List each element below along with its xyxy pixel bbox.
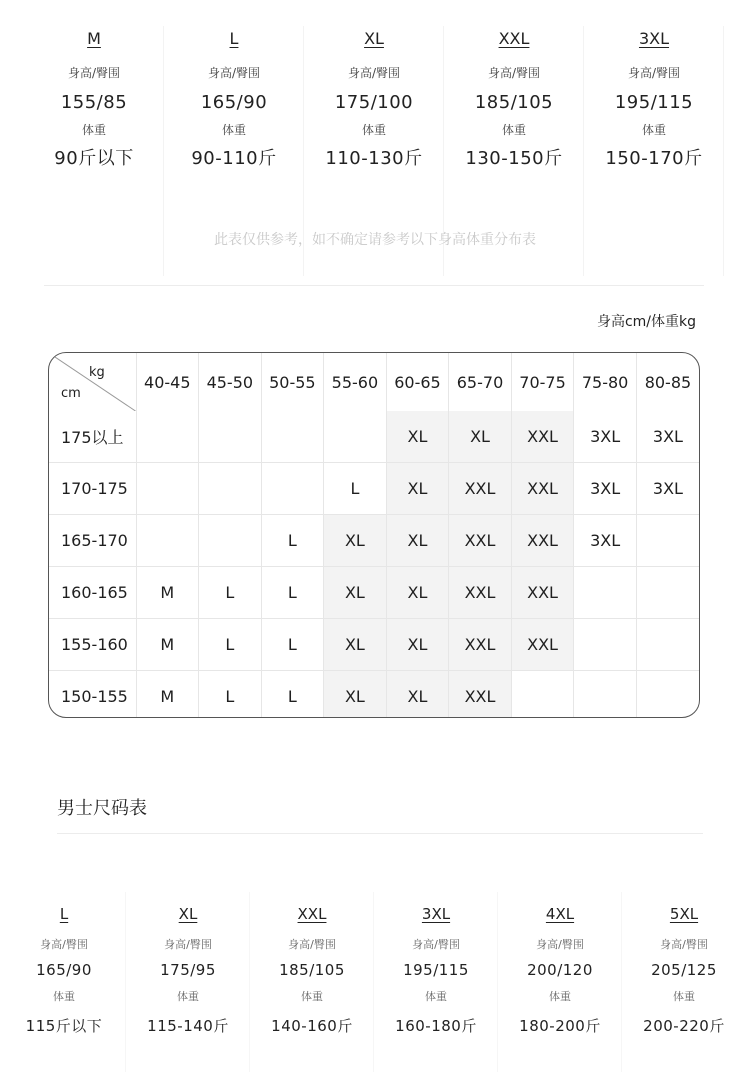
size-cell: XXL	[449, 463, 512, 515]
height-hip-label: 身高/臀围	[412, 938, 460, 951]
size-cell: XL	[386, 463, 449, 515]
height-hip-label: 身高/臀围	[40, 938, 88, 951]
size-cell: L	[199, 619, 262, 671]
size-name: XL	[178, 905, 198, 923]
height-hip-value: 165/90	[36, 961, 92, 979]
weight-label: 体重	[221, 123, 246, 137]
men-size-row	[0, 902, 750, 1038]
size-column	[2, 902, 126, 1038]
size-cell: M	[136, 671, 199, 719]
weight-range-header: 65-70	[449, 353, 512, 411]
size-cell: XL	[386, 619, 449, 671]
height-hip-value: 205/125	[651, 961, 717, 979]
size-name: 3XL	[421, 905, 451, 923]
size-cell	[324, 411, 387, 463]
size-cell: XL	[324, 619, 387, 671]
weight-value: 110-130斤	[325, 148, 423, 169]
height-hip-value: 155/85	[60, 92, 128, 113]
height-range-header: 160-165	[49, 567, 136, 619]
size-column	[164, 26, 304, 172]
size-name: M	[87, 29, 101, 48]
weight-range-header: 40-45	[136, 353, 199, 411]
height-range-header: 155-160	[49, 619, 136, 671]
weight-value: 115斤以下	[25, 1017, 103, 1035]
height-hip-label: 身高/臀围	[67, 66, 121, 80]
size-cell: XXL	[449, 567, 512, 619]
size-cell: XXL	[511, 463, 574, 515]
size-cell	[574, 671, 637, 719]
weight-range-header: 75-80	[574, 353, 637, 411]
size-column	[444, 26, 584, 172]
weight-label: 体重	[361, 123, 386, 137]
height-hip-label: 身高/臀围	[347, 66, 401, 80]
size-column	[374, 902, 498, 1038]
size-cell: XL	[324, 515, 387, 567]
table-row	[49, 515, 699, 567]
table-corner-cell	[49, 353, 136, 411]
weight-range-header: 55-60	[324, 353, 387, 411]
weight-label: 体重	[177, 990, 199, 1003]
size-cell	[261, 411, 324, 463]
divider	[44, 285, 704, 286]
size-distribution-table	[48, 352, 700, 718]
weight-label: 体重	[641, 123, 666, 137]
size-cell	[136, 463, 199, 515]
weight-range-header: 80-85	[644, 372, 692, 392]
size-cell: 3XL	[636, 411, 699, 463]
size-column	[498, 902, 622, 1038]
table-row	[49, 411, 699, 463]
weight-value: 90斤以下	[54, 148, 134, 169]
size-cell: XL	[386, 515, 449, 567]
divider	[57, 833, 703, 834]
weight-label: 体重	[425, 990, 447, 1003]
size-cell: XXL	[511, 567, 574, 619]
height-range-header: 170-175	[49, 463, 136, 515]
size-cell: L	[261, 515, 324, 567]
size-cell: 3XL	[574, 411, 637, 463]
weight-value: 180-200斤	[519, 1017, 601, 1035]
size-cell: XL	[324, 671, 387, 719]
reference-note: 此表仅供参考，如不确定请参考以下身高体重分布表	[214, 232, 536, 248]
size-cell	[574, 567, 637, 619]
height-hip-label: 身高/臀围	[487, 66, 541, 80]
size-column	[622, 902, 746, 1038]
height-range-header: 175以上	[49, 411, 136, 463]
size-name: XXL	[297, 905, 327, 923]
height-hip-value: 185/105	[279, 961, 345, 979]
size-cell	[636, 567, 699, 619]
size-cell: XXL	[449, 619, 512, 671]
height-hip-value: 195/115	[614, 92, 694, 113]
size-cell: L	[199, 567, 262, 619]
table-row	[49, 619, 699, 671]
size-cell: XL	[386, 671, 449, 719]
size-column	[584, 26, 724, 172]
weight-value: 90-110斤	[191, 148, 277, 169]
weight-label: 体重	[301, 990, 323, 1003]
weight-label: 体重	[501, 123, 526, 137]
size-name: L	[59, 905, 69, 923]
size-cell	[136, 411, 199, 463]
size-cell: XXL	[449, 515, 512, 567]
weight-range-header: 60-65	[386, 353, 449, 411]
size-name: 3XL	[638, 29, 670, 48]
size-cell: 3XL	[574, 515, 637, 567]
weight-value: 200-220斤	[643, 1017, 725, 1035]
size-cell	[136, 515, 199, 567]
height-hip-label: 身高/臀围	[536, 938, 584, 951]
height-hip-value: 185/105	[474, 92, 554, 113]
weight-range-header: 50-55	[261, 353, 324, 411]
size-cell: L	[261, 671, 324, 719]
height-hip-value: 175/95	[160, 961, 216, 979]
height-hip-label: 身高/臀围	[207, 66, 261, 80]
size-cell: 3XL	[574, 463, 637, 515]
size-cell	[636, 619, 699, 671]
weight-value: 160-180斤	[395, 1017, 477, 1035]
size-column	[126, 902, 250, 1038]
height-range-header: 150-155	[49, 671, 136, 719]
table-header-row	[49, 353, 699, 411]
weight-range-header: 45-50	[199, 353, 262, 411]
height-hip-value: 195/115	[403, 961, 469, 979]
size-cell	[199, 515, 262, 567]
weight-label: 体重	[53, 990, 75, 1003]
height-hip-label: 身高/臀围	[660, 938, 708, 951]
size-cell: XXL	[449, 671, 512, 719]
size-name: 4XL	[545, 905, 575, 923]
unit-label: 身高cm/体重kg	[596, 314, 696, 330]
size-cell	[199, 463, 262, 515]
weight-label: 体重	[81, 123, 106, 137]
size-cell: L	[261, 619, 324, 671]
diagonal-line	[49, 353, 136, 411]
size-cell: L	[324, 463, 387, 515]
size-cell: XXL	[511, 515, 574, 567]
weight-value: 130-150斤	[465, 148, 563, 169]
size-cell: 3XL	[636, 463, 699, 515]
height-hip-label: 身高/臀围	[288, 938, 336, 951]
size-name: XXL	[498, 29, 530, 48]
size-name: L	[229, 29, 239, 48]
size-cell: XXL	[511, 411, 574, 463]
height-hip-value: 165/90	[200, 92, 268, 113]
height-range-header: 165-170	[49, 515, 136, 567]
size-cell	[511, 671, 574, 719]
size-cell: XL	[449, 411, 512, 463]
size-cell	[261, 463, 324, 515]
size-name: XL	[364, 29, 384, 48]
table-row	[49, 463, 699, 515]
size-cell	[636, 671, 699, 719]
size-cell: XXL	[511, 619, 574, 671]
women-size-row	[0, 26, 750, 172]
size-name: 5XL	[669, 905, 699, 923]
weight-value: 150-170斤	[605, 148, 703, 169]
height-hip-label: 身高/臀围	[164, 938, 212, 951]
size-cell	[636, 515, 699, 567]
height-hip-value: 175/100	[334, 92, 414, 113]
height-hip-value: 200/120	[527, 961, 593, 979]
size-cell: M	[136, 567, 199, 619]
size-cell: XL	[386, 567, 449, 619]
size-cell: XL	[324, 567, 387, 619]
table-row	[49, 567, 699, 619]
size-column	[250, 902, 374, 1038]
size-cell: L	[199, 671, 262, 719]
size-cell: L	[261, 567, 324, 619]
weight-value: 115-140斤	[147, 1017, 229, 1035]
size-cell	[574, 619, 637, 671]
weight-value: 140-160斤	[271, 1017, 353, 1035]
size-cell	[199, 411, 262, 463]
size-cell: M	[136, 619, 199, 671]
corner-cm-label: cm	[61, 386, 81, 401]
table-row	[49, 671, 699, 719]
weight-label: 体重	[673, 990, 695, 1003]
height-hip-label: 身高/臀围	[627, 66, 681, 80]
weight-label: 体重	[549, 990, 571, 1003]
size-column	[304, 26, 444, 172]
size-column	[24, 26, 164, 172]
weight-range-header: 70-75	[511, 353, 574, 411]
men-size-chart-title: 男士尺码表	[57, 798, 147, 819]
size-cell: XL	[386, 411, 449, 463]
corner-kg-label: kg	[89, 365, 105, 380]
